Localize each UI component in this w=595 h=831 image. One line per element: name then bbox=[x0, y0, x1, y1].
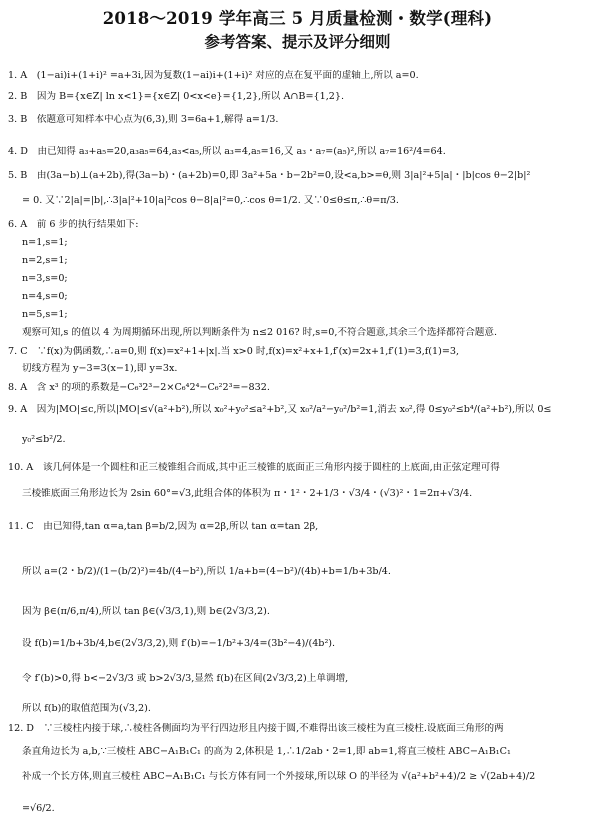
step-5: n=5,s=1; bbox=[22, 309, 68, 320]
answer-11-line6: 所以 f(b)的取值范围为(√3,2). bbox=[22, 703, 151, 714]
answer-7-line1: 7. C ∵f(x)为偶函数,∴a=0,则 f(x)=x²+1+|x|.当 x>0 时,f(x)=x²+x+1,f′(x)=2x+1,f′(1)=3,f(1)=3, bbox=[8, 346, 460, 357]
answer-4: 4. D 由已知得 a₃+a₅=20,a₃a₅=64,a₃<a₅,所以 a₃=4,a₅=16,又 a₃・a₇=(a₅)²,所以 a₇=16²/4=64. bbox=[8, 146, 446, 157]
answer-12-line1: 12. D ∵三棱柱内接于球,∴棱柱各侧面均为平行四边形且内接于圆,不难得出该三棱柱为直三棱柱.设底面三角形的两 bbox=[8, 723, 504, 734]
page-subtitle: 参考答案、提示及评分细则 bbox=[204, 32, 391, 51]
answer-10-line1: 10. A 该几何体是一个圆柱和正三棱锥组合而成,其中正三棱锥的底面正三角形内接于圆柱的上底面,由正弦定理可得 bbox=[8, 462, 500, 473]
step-2: n=2,s=1; bbox=[22, 255, 68, 266]
page-title: 2018～2019 学年高三 5 月质量检测・数学(理科) bbox=[102, 9, 493, 28]
answer-11-line1: 11. C 由已知得,tan α=a,tan β=b/2,因为 α=2β,所以 tan α=tan 2β, bbox=[8, 521, 319, 532]
step-3: n=3,s=0; bbox=[22, 273, 68, 284]
answer-11-line5: 令 f′(b)>0,得 b<−2√3/3 或 b>2√3/3,显然 f(b)在区间(2√3/3,2)上单调增, bbox=[22, 673, 349, 684]
answer-5-line1: 5. B 由(3a−b)⊥(a+2b),得(3a−b)・(a+2b)=0,即 3a²+5a・b−2b²=0,设<a,b>=θ,则 3|a|²+5|a|・|b|cos θ−2|b|² bbox=[8, 170, 531, 181]
step-4: n=4,s=0; bbox=[22, 291, 68, 302]
answer-8: 8. A 含 x³ 的项的系数是−C₆³2³−2×C₆⁴2⁴−C₆²2³=−832. bbox=[8, 382, 270, 393]
answer-1: 1. A (1−ai)i+(1+i)² =a+3i,因为复数(1−ai)i+(1+i)² 对应的点在复平面的虚轴上,所以 a=0. bbox=[8, 70, 419, 81]
step-1: n=1,s=1; bbox=[22, 237, 68, 248]
answer-9-line1: 9. A 因为|MO|≤c,所以|MO|≤√(a²+b²),所以 x₀²+y₀²≤a²+b²,又 x₀²/a²−y₀²/b²=1,消去 x₀²,得 0≤y₀²≤b⁴/(a²+b²),所以 0≤ bbox=[8, 404, 552, 415]
answer-11-line4: 设 f(b)=1/b+3b/4,b∈(2√3/3,2),则 f′(b)=−1/b²+3/4=(3b²−4)/(4b²). bbox=[22, 638, 336, 649]
answer-6-conclusion: 观察可知,s 的值以 4 为周期循环出现,所以判断条件为 n≤2 016? 时,s=0,不符合题意,其余三个选择都符合题意. bbox=[22, 327, 498, 338]
answer-11-line2: 所以 a=(2・b/2)/(1−(b/2)²)=4b/(4−b²),所以 1/a+b=(4−b²)/(4b)+b=1/b+3b/4. bbox=[22, 566, 391, 577]
answer-6: 6. A 前 6 步的执行结果如下: bbox=[8, 219, 139, 230]
answer-2: 2. B 因为 B={x∈Z| ln x<1}={x∈Z| 0<x<e}={1,2},所以 A∩B={1,2}. bbox=[8, 91, 345, 102]
answer-12-line3: 补成一个长方体,则直三棱柱 ABC−A₁B₁C₁ 与长方体有同一个外接球,所以球 O 的半径为 √(a²+b²+4)/2 ≥ √(2ab+4)/2 bbox=[22, 771, 536, 782]
answer-11-line3: 因为 β∈(π/6,π/4),所以 tan β∈(√3/3,1),则 b∈(2√3/3,2). bbox=[22, 606, 270, 617]
answer-5-line2: = 0. 又∵2|a|=|b|,∴3|a|²+10|a|²cos θ−8|a|²=0,∴cos θ=1/2. 又∵0≤θ≤π,∴θ=π/3. bbox=[22, 195, 399, 206]
answer-12-line4: =√6/2. bbox=[22, 803, 55, 814]
answer-10-line2: 三棱锥底面三角形边长为 2sin 60°=√3,此组合体的体积为 π・1²・2+1/3・√3/4・(√3)²・1=2π+√3/4. bbox=[22, 488, 473, 499]
answer-9-line2: y₀²≤b²/2. bbox=[22, 434, 66, 445]
answer-3: 3. B 依题意可知样本中心点为(6,3),则 3=6a+1,解得 a=1/3. bbox=[8, 114, 279, 125]
answer-12-line2: 条直角边长为 a,b,∵三棱柱 ABC−A₁B₁C₁ 的高为 2,体积是 1,∴1/2ab・2=1,即 ab=1,将直三棱柱 ABC−A₁B₁C₁ bbox=[22, 746, 511, 757]
answer-7-line2: 切线方程为 y−3=3(x−1),即 y=3x. bbox=[22, 363, 178, 374]
